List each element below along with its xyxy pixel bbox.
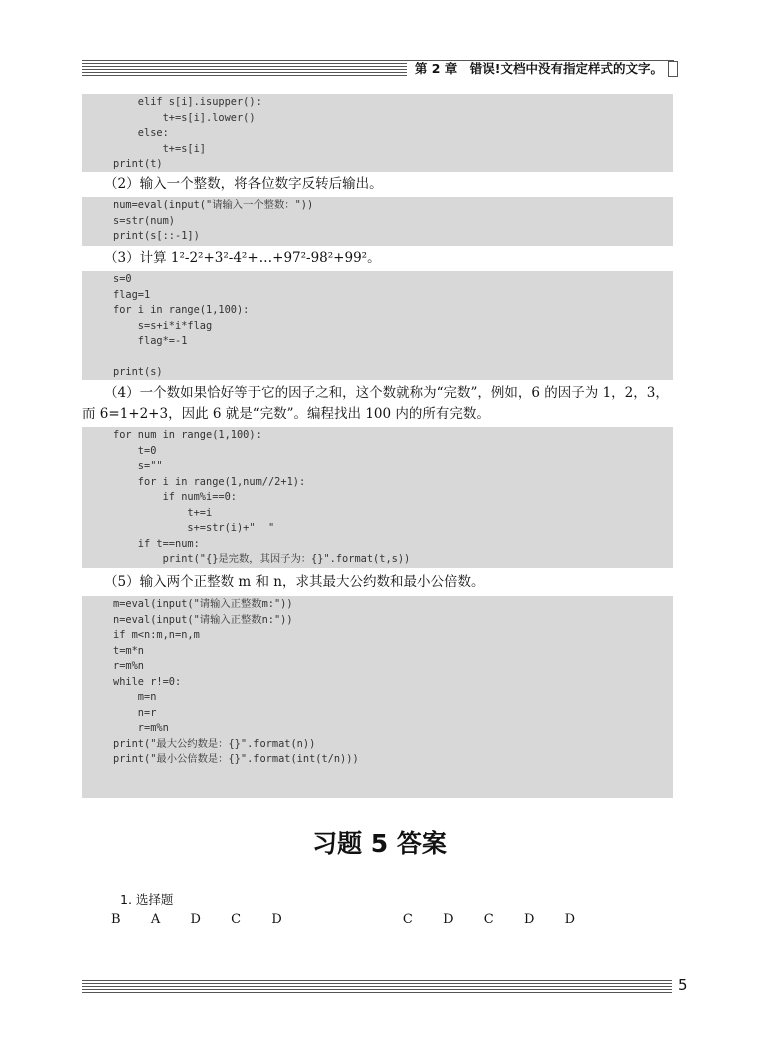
chapter-header-title: 第 2 章 错误!文档中没有指定样式的文字。 — [407, 61, 669, 77]
paragraph-4-line-2: 而 6=1+2+3，因此 6 就是“完数”。编程找出 100 内的所有完数。 — [82, 406, 490, 422]
code-block-3 — [82, 271, 673, 380]
code-line: print(t) — [113, 158, 163, 170]
code-line: r=m%n — [113, 722, 169, 734]
code-block-5 — [82, 596, 673, 798]
code-line: while r!=0: — [113, 675, 182, 688]
code-line: flag=1 — [113, 288, 151, 301]
code-line: t=m*n — [113, 644, 144, 657]
paragraph-4-line-1: （4）一个数如果恰好等于它的因子之和，这个数就称为“完数”，例如，6 的因子为 1，2，3， — [104, 385, 669, 401]
code-line: if m<n:m,n=n,m — [113, 629, 200, 641]
code-line: m=eval(input("请输入正整数m:")) — [113, 598, 293, 610]
code-line: for i in range(1,100): — [113, 304, 250, 316]
code-line: elif s[i].isupper(): — [113, 96, 262, 108]
code-block-4 — [82, 427, 673, 568]
code-line: r=m%n — [113, 660, 144, 672]
footer-rules — [82, 980, 672, 994]
code-line: if t==num: — [113, 537, 200, 550]
paragraph-3: （3）计算 1²-2²+3²-4²+…+97²-98²+99²。 — [104, 250, 381, 266]
page-number: 5 — [678, 976, 688, 994]
code-line: t+=s[i] — [113, 142, 206, 155]
code-line: t=0 — [113, 444, 157, 457]
code-line: n=r — [113, 706, 157, 719]
code-line: else: — [113, 127, 169, 139]
code-line: flag*=-1 — [113, 335, 188, 347]
answer-row: B A D C D C D C D D — [111, 912, 576, 927]
code-line: s+=str(i)+" " — [113, 522, 275, 534]
code-line: for num in range(1,100): — [113, 429, 262, 441]
code-line: m=n — [113, 691, 157, 703]
code-line: n=eval(input("请输入正整数n:")) — [113, 613, 293, 626]
code-line: s="" — [113, 460, 163, 472]
code-block-1 — [82, 94, 673, 172]
code-line: s=s+i*i*flag — [113, 319, 213, 332]
code-line: num=eval(input("请输入一个整数：")) — [113, 199, 314, 211]
code-line: if num%i==0: — [113, 491, 237, 503]
code-line: t+=s[i].lower() — [113, 111, 256, 124]
code-line: s=str(num) — [113, 214, 175, 227]
code-line: s=0 — [113, 273, 132, 285]
code-line: print(s) — [113, 366, 163, 378]
code-line: print("最大公约数是：{}".format(n)) — [113, 737, 316, 750]
code-line: t+=i — [113, 506, 213, 519]
code-block-2 — [82, 197, 673, 246]
section-heading: 习题 5 答案 — [312, 829, 447, 858]
code-line — [113, 350, 673, 366]
paragraph-5: （5）输入两个正整数 m 和 n，求其最大公约数和最小公倍数。 — [104, 574, 485, 590]
code-line: print("{}是完数，其因子为：{}".format(t,s)) — [113, 553, 411, 565]
question-title: 1. 选择题 — [120, 892, 174, 907]
code-line: print("最小公倍数是：{}".format(int(t/n))) — [113, 753, 359, 765]
code-line: print(s[::-1]) — [113, 230, 200, 242]
code-line: for i in range(1,num//2+1): — [113, 475, 306, 488]
header-end-box — [668, 61, 678, 77]
paragraph-2: （2）输入一个整数，将各位数字反转后输出。 — [104, 176, 383, 192]
